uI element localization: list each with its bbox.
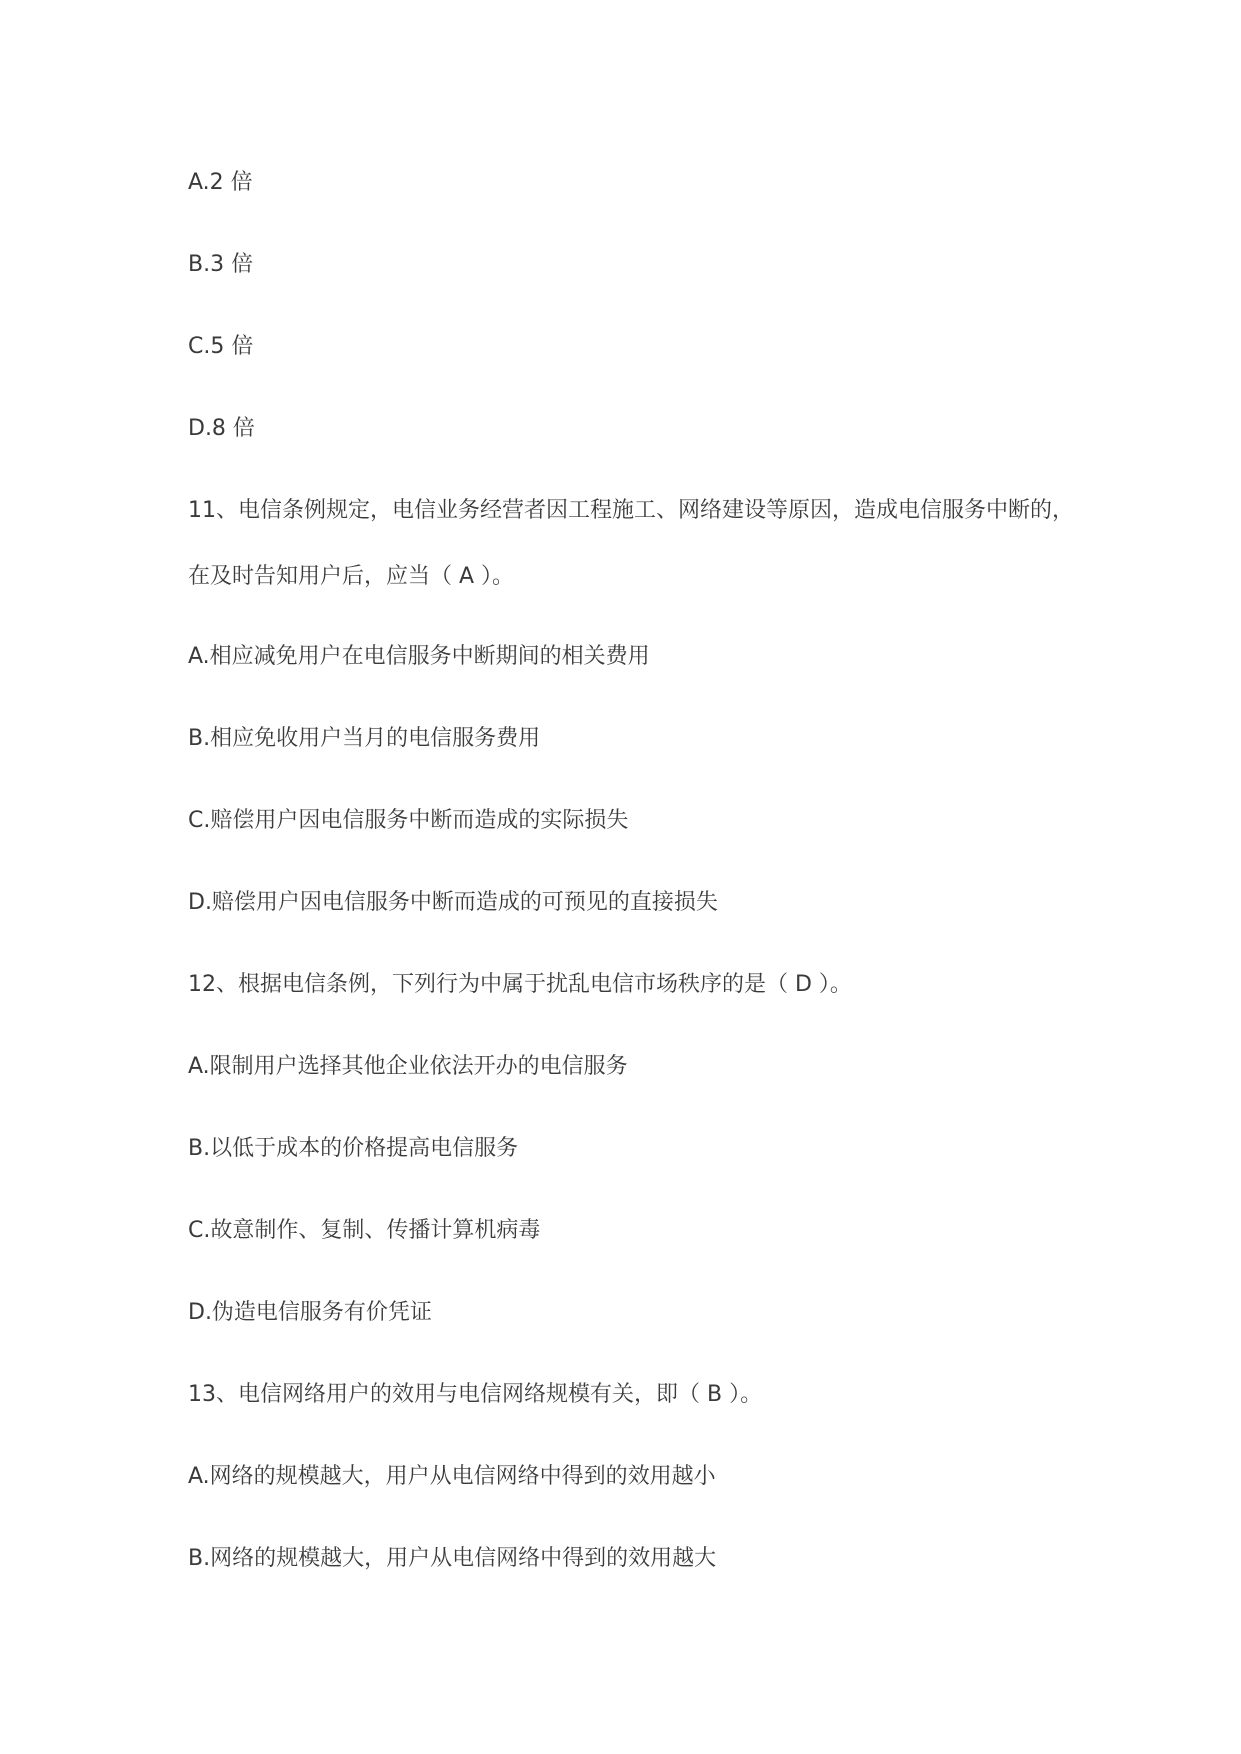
option-b-3x: B.3 倍 [188, 252, 254, 277]
question-12: 12、根据电信条例，下列行为中属于扰乱电信市场秩序的是（ D ）。 [188, 972, 852, 997]
q12-option-b: B.以低于成本的价格提高电信服务 [188, 1136, 519, 1161]
option-c-5x: C.5 倍 [188, 334, 254, 359]
question-11-line-2: 在及时告知用户后，应当（ A ）。 [188, 564, 515, 589]
question-11-line-1: 11、电信条例规定，电信业务经营者因工程施工、网络建设等原因，造成电信服务中断的， [188, 498, 1074, 523]
option-d-8x: D.8 倍 [188, 416, 255, 441]
q12-option-d: D.伪造电信服务有价凭证 [188, 1300, 432, 1325]
option-a-2x: A.2 倍 [188, 170, 253, 195]
q11-option-b: B.相应免收用户当月的电信服务费用 [188, 726, 541, 751]
q13-option-b: B.网络的规模越大，用户从电信网络中得到的效用越大 [188, 1546, 717, 1571]
q11-option-a: A.相应减免用户在电信服务中断期间的相关费用 [188, 644, 650, 669]
q13-option-a: A.网络的规模越大，用户从电信网络中得到的效用越小 [188, 1464, 716, 1489]
q12-option-a: A.限制用户选择其他企业依法开办的电信服务 [188, 1054, 628, 1079]
q11-option-d: D.赔偿用户因电信服务中断而造成的可预见的直接损失 [188, 890, 718, 915]
q12-option-c: C.故意制作、复制、传播计算机病毒 [188, 1218, 541, 1243]
q11-option-c: C.赔偿用户因电信服务中断而造成的实际损失 [188, 808, 629, 833]
question-13: 13、电信网络用户的效用与电信网络规模有关，即（ B ）。 [188, 1382, 763, 1407]
